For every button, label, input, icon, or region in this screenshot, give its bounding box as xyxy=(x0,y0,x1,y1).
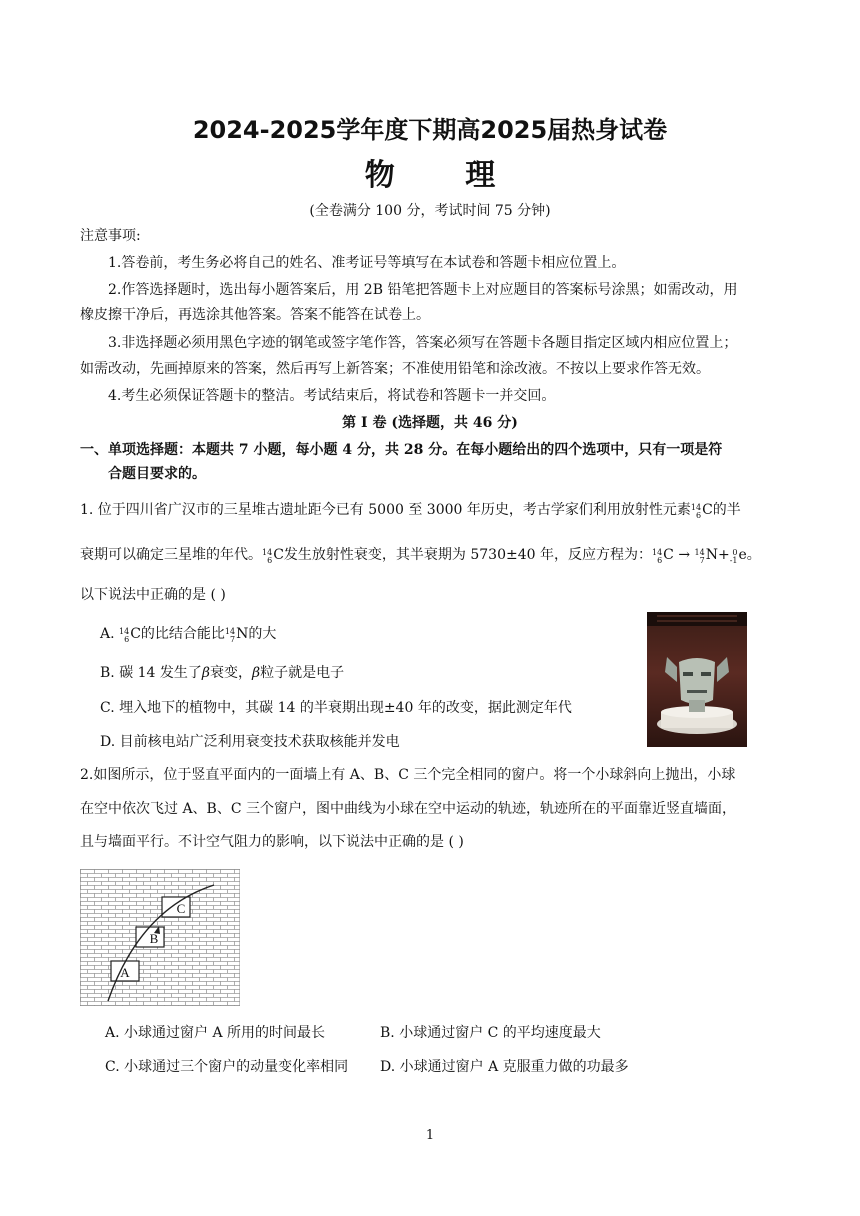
q1-option-a: A. 14 6 C的比结合能比 14 7 N的大 xyxy=(100,626,277,644)
note-item-3-line-2: 如需改动，先画掉原来的答案，然后再写上新答案；不准使用铅笔和涂改液。不按以上要求作答无效。 xyxy=(80,361,710,377)
q2-stem-line-3: 且与墙面平行。不计空气阻力的影响，以下说法中正确的是 ( ) xyxy=(80,834,464,850)
exam-title: 2024-2025学年度下期高2025届热身试卷 xyxy=(192,116,668,144)
q1-stem-line-1: 1. 位于四川省广汉市的三星堆古遗址距今已有 5000 至 3000 年历史，考古学家们利用放射性元素 14 6 C的半 xyxy=(80,502,741,520)
note-item-3-line-1: 3.非选择题必须用黑色字迹的钢笔或签字笔作答，答案必须写在答题卡各题目指定区域内相应位置上； xyxy=(108,335,738,351)
note-item-1: 1.答卷前，考生务必将自己的姓名、准考证号等填写在本试卷和答题卡相应位置上。 xyxy=(108,255,626,271)
note-item-4: 4.考生必须保证答题卡的整洁。考试结束后，将试卷和答题卡一并交回。 xyxy=(108,388,556,404)
window-trajectory-figure xyxy=(80,869,240,1006)
note-item-2-line-2: 橡皮擦干净后，再选涂其他答案。答案不能答在试卷上。 xyxy=(80,307,430,323)
window-b-label: B xyxy=(149,931,159,946)
volume-title: 第 I 卷 (选择题，共 46 分) xyxy=(342,415,518,431)
notes-heading: 注意事项: xyxy=(80,228,141,244)
note-item-2-line-1: 2.作答选择题时，选出每小题答案后，用 2B 铅笔把答题卡上对应题目的答案标号涂黑；如需改动，用 xyxy=(108,282,738,298)
c14-isotope: 14 6 xyxy=(690,503,702,520)
subject-title: 物 理 xyxy=(364,158,526,193)
q2-stem-line-2: 在空中依次飞过 A、B、C 三个窗户，图中曲线为小球在空中运动的轨迹，轨迹所在的平面靠近竖直墙面， xyxy=(80,801,737,817)
q1-option-b: B. 碳 14 发生了β衰变，β粒子就是电子 xyxy=(100,665,345,681)
page-number: 1 xyxy=(425,1128,435,1143)
q2-option-d: D. 小球通过窗户 A 克服重力做的功最多 xyxy=(380,1059,629,1075)
section-heading-line-2: 合题目要求的。 xyxy=(108,466,206,482)
q1-stem-line-3: 以下说法中正确的是 ( ) xyxy=(80,587,226,603)
exam-info: (全卷满分 100 分，考试时间 75 分钟) xyxy=(309,203,551,219)
sanxingdui-mask-photo xyxy=(647,612,747,747)
section-heading-line-1: 一、单项选择题：本题共 7 小题，每小题 4 分，共 28 分。在每小题给出的四个选项中，只有一项是符 xyxy=(80,442,723,458)
window-a-label: A xyxy=(120,965,130,980)
decay-equation: 14 6 C → 14 7 N+ 0 -1 e xyxy=(651,547,747,565)
q1-stem-line-2: 衰期可以确定三星堆的年代。 14 6 C发生放射性衰变，其半衰期为 5730±40 年，反应方程为： 14 6 C → 14 7 N+ 0 -1 e。 xyxy=(80,547,761,565)
window-c-label: C xyxy=(176,901,186,916)
q1-option-d: D. 目前核电站广泛利用衰变技术获取核能并发电 xyxy=(100,734,400,750)
q2-option-a: A. 小球通过窗户 A 所用的时间最长 xyxy=(105,1025,326,1041)
q2-option-b: B. 小球通过窗户 C 的平均速度最大 xyxy=(380,1025,601,1041)
q2-stem-line-1: 2.如图所示，位于竖直平面内的一面墙上有 A、B、C 三个完全相同的窗户。将一个小球斜向上抛出，小球 xyxy=(80,767,736,783)
q2-option-c: C. 小球通过三个窗户的动量变化率相同 xyxy=(105,1059,349,1075)
q1-option-c: C. 埋入地下的植物中，其碳 14 的半衰期出现±40 年的改变，据此测定年代 xyxy=(100,700,572,716)
